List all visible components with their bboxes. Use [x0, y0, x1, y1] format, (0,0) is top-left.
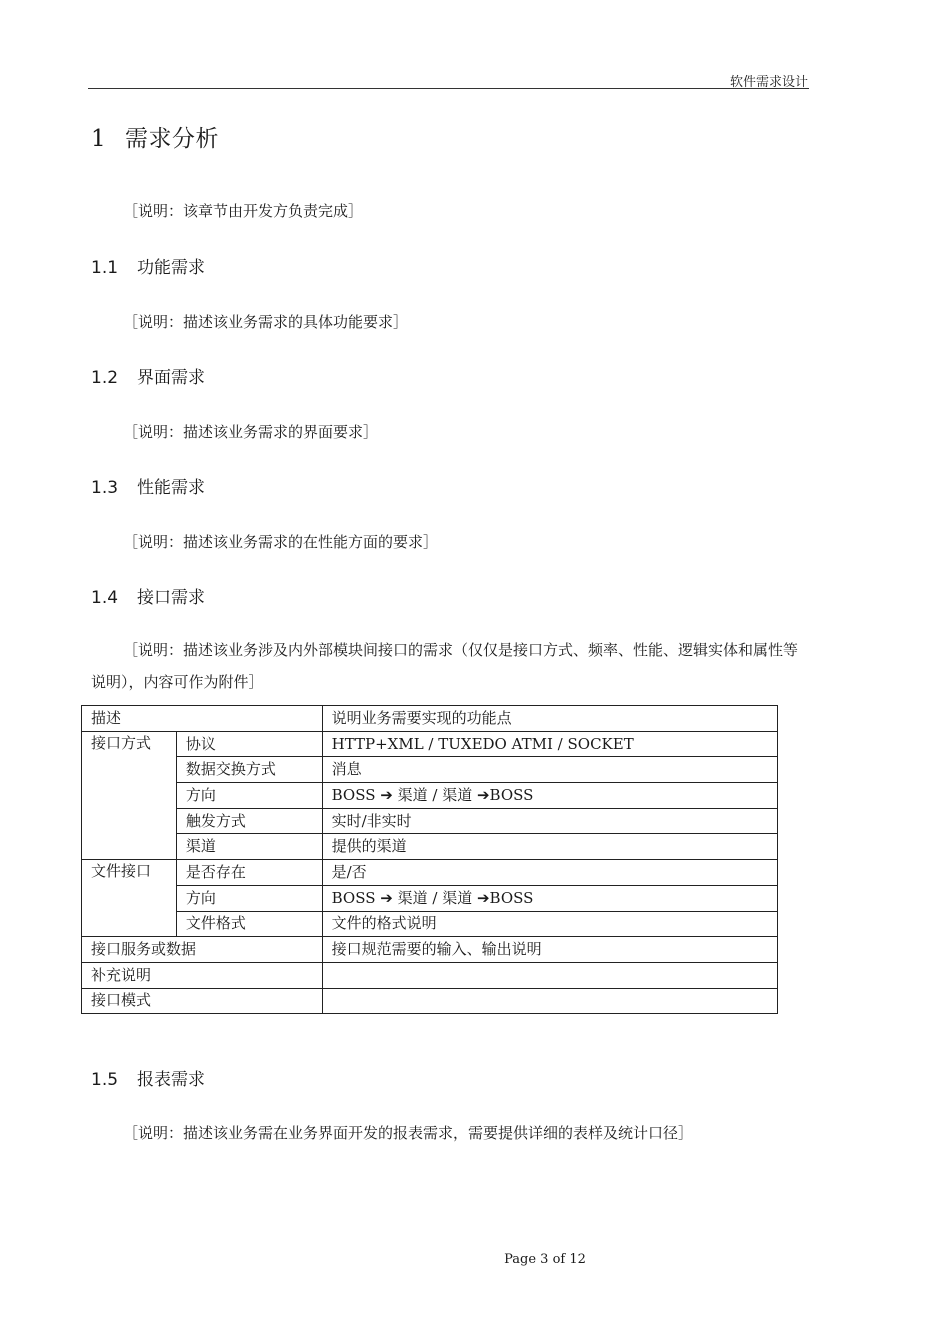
table-cell [322, 988, 777, 1014]
section-heading-1-3 [91, 473, 205, 498]
table-cell: 触发方式 [176, 808, 322, 834]
table-cell: 说明业务需要实现的功能点 [322, 706, 777, 732]
table-row [82, 988, 778, 1014]
section-note-1-4: ［说明：描述该业务涉及内外部模块间接口的需求（仅仅是接口方式、频率、性能、逻辑实体和属性等说明），内容可作为附件］ [91, 641, 799, 691]
section-heading-1-5 [91, 1065, 205, 1090]
section-title: 界面需求 [137, 368, 205, 388]
section-note-1-5: ［说明：描述该业务需在业务界面开发的报表需求，需要提供详细的表样及统计口径］ [123, 1124, 694, 1142]
section-note-1-1: ［说明：描述该业务需求的具体功能要求］ [123, 313, 409, 331]
chapter-note: ［说明：该章节由开发方负责完成］ [123, 202, 364, 220]
section-number: 1.4 [91, 588, 119, 608]
table-row [82, 757, 778, 783]
table-row [82, 885, 778, 911]
section-heading-1-1 [91, 253, 205, 278]
table-row [82, 962, 778, 988]
section-title: 接口需求 [137, 588, 205, 608]
table-cell: 消息 [322, 757, 777, 783]
table-cell: 接口服务或数据 [82, 937, 323, 963]
section-number: 1.5 [91, 1070, 119, 1090]
table-cell: 接口规范需要的输入、输出说明 [322, 937, 777, 963]
interface-table [81, 705, 778, 1014]
chapter-number: 1 [91, 126, 107, 152]
table-cell: BOSS ➔ 渠道 / 渠道 ➔BOSS [322, 885, 777, 911]
table-cell: HTTP+XML / TUXEDO ATMI / SOCKET [322, 731, 777, 757]
table-cell: 实时/非实时 [322, 808, 777, 834]
table-row [82, 706, 778, 732]
table-cell: 文件接口 [82, 860, 177, 937]
section-number: 1.2 [91, 368, 119, 388]
chapter-heading [91, 120, 219, 153]
table-cell: 提供的渠道 [322, 834, 777, 860]
table-row [82, 808, 778, 834]
section-title: 报表需求 [137, 1070, 205, 1090]
table-row [82, 937, 778, 963]
table-cell: 方向 [176, 885, 322, 911]
header-title: 软件需求设计 [729, 75, 808, 90]
section-title: 功能需求 [137, 258, 205, 278]
table-row [82, 731, 778, 757]
section-note-1-2: ［说明：描述该业务需求的界面要求］ [123, 423, 379, 441]
table-cell: 补充说明 [82, 962, 323, 988]
table-cell: 方向 [176, 783, 322, 809]
section-number: 1.1 [91, 258, 119, 278]
table-cell: 协议 [176, 731, 322, 757]
table-row [82, 834, 778, 860]
header-divider [88, 88, 809, 89]
page-number: Page 3 of 12 [504, 1252, 586, 1267]
table-cell: 描述 [82, 706, 323, 732]
table-cell: 接口方式 [82, 731, 177, 859]
table-cell: 文件的格式说明 [322, 911, 777, 937]
table-cell: 是否存在 [176, 860, 322, 886]
table-cell [322, 962, 777, 988]
table-cell: 渠道 [176, 834, 322, 860]
section-number: 1.3 [91, 478, 119, 498]
section-note-1-3: ［说明：描述该业务需求的在性能方面的要求］ [123, 533, 439, 551]
table-row [82, 911, 778, 937]
table-cell: 数据交换方式 [176, 757, 322, 783]
section-heading-1-4 [91, 583, 205, 608]
table-row [82, 783, 778, 809]
section-title: 性能需求 [137, 478, 205, 498]
table-cell: 接口模式 [82, 988, 323, 1014]
chapter-title: 需求分析 [125, 126, 219, 152]
table-cell: 文件格式 [176, 911, 322, 937]
table-cell: BOSS ➔ 渠道 / 渠道 ➔BOSS [322, 783, 777, 809]
section-heading-1-2 [91, 363, 205, 388]
table-cell: 是/否 [322, 860, 777, 886]
table-row [82, 860, 778, 886]
